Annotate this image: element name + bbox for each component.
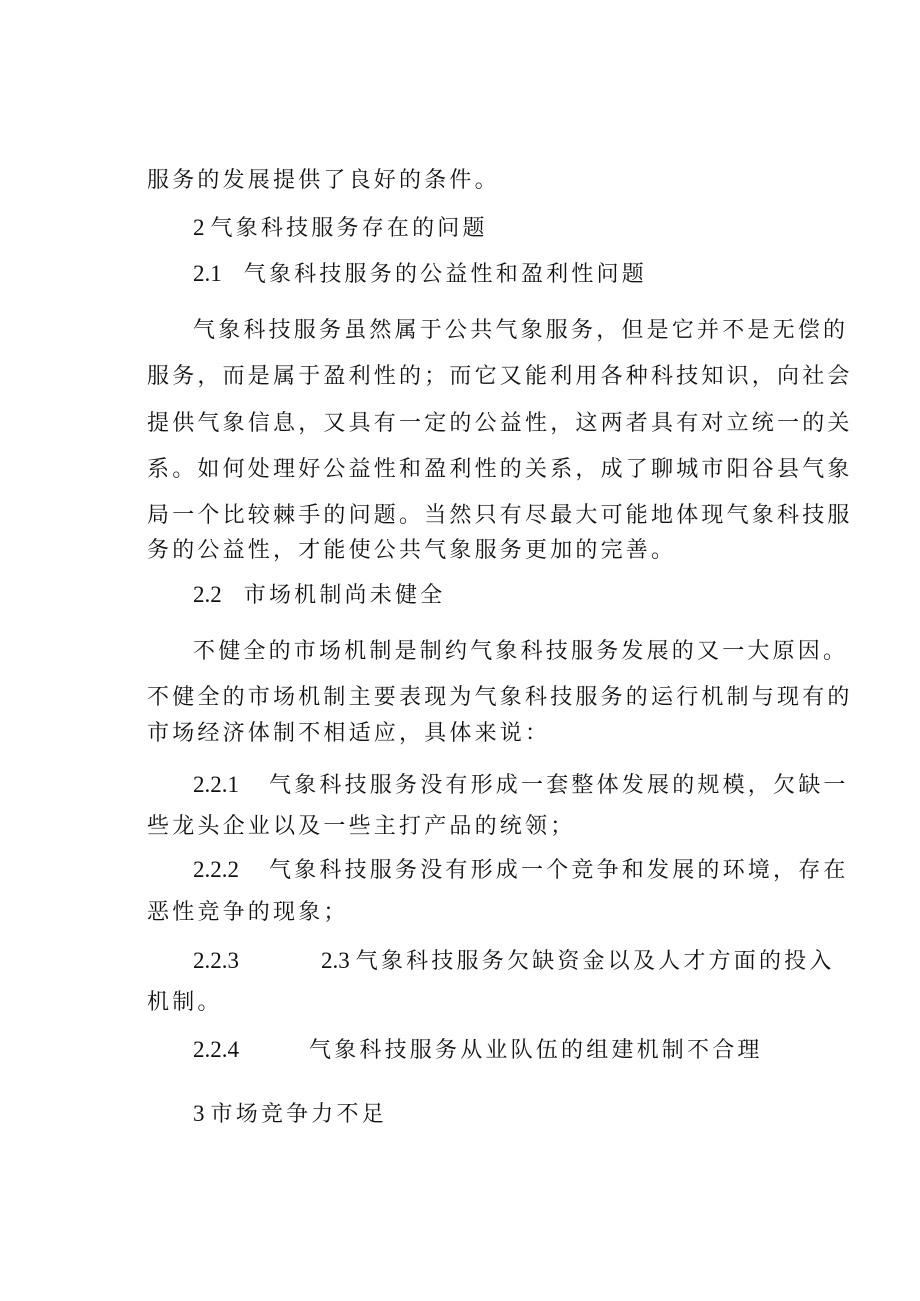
section-heading-2: [193, 213, 853, 244]
text-line: 气象科技服务虽然属于公共气象服务，但是它并不是无偿的: [193, 318, 849, 343]
item-number: 2.2.1: [193, 772, 239, 797]
text-line: 机制。: [147, 990, 223, 1015]
item-number: 2.2.2: [193, 857, 239, 882]
list-item-continuation: [147, 988, 807, 1018]
text-line: 恶性竞争的现象；: [147, 900, 349, 925]
paragraph-continuation: [147, 166, 807, 196]
text-line: 系。如何处理好公益性和盈利性的关系，成了聊城市阳谷县气象: [147, 457, 853, 482]
text-line: 气象科技服务没有形成一个竞争和发展的环境，存在: [269, 858, 849, 883]
paragraph-line: [147, 455, 853, 485]
text-line: 气象科技服务欠缺资金以及人才方面的投入: [355, 949, 835, 974]
list-item-2-2-4: [193, 1035, 853, 1066]
text-line: 务的公益性，才能使公共气象服务更加的完善。: [147, 538, 677, 563]
paragraph-line: [193, 316, 853, 346]
paragraph-line: [147, 501, 853, 531]
text-line: 气象科技服务从业队伍的组建机制不合理: [309, 1038, 763, 1063]
section-number: 2.1: [193, 261, 222, 286]
item-number: 2.2.4: [193, 1037, 239, 1062]
text-line: 不健全的市场机制是制约气象科技服务发展的又一大原因。: [193, 639, 849, 664]
text-line: 市场经济体制不相适应，具体来说：: [147, 721, 551, 746]
paragraph-line: [147, 683, 853, 713]
text-line: 局一个比较棘手的问题。当然只有尽最大可能地体现气象科技服: [147, 503, 853, 528]
text-line: 服务，而是属于盈利性的；而它又能利用各种科技知识，向社会: [147, 364, 853, 389]
section-heading-3: [193, 1099, 853, 1130]
paragraph-line: [147, 719, 807, 749]
list-item-2-2-1: [193, 770, 853, 801]
section-heading-2-1: [193, 259, 853, 290]
list-item-2-2-3: [193, 946, 853, 977]
section-heading-2-2: [193, 580, 853, 611]
section-number: 2: [193, 215, 205, 240]
text-line: 服务的发展提供了良好的条件。: [147, 168, 500, 193]
text-line: 气象科技服务没有形成一套整体发展的规模，欠缺一: [269, 773, 849, 798]
list-item-2-2-2: [193, 855, 853, 886]
list-item-continuation: [147, 812, 807, 842]
item-number: 2.2.3: [193, 948, 239, 973]
text-line: 提供气象信息，又具有一定的公益性，这两者具有对立统一的关: [147, 411, 853, 436]
section-number: 2.2: [193, 582, 222, 607]
section-title: 气象科技服务的公益性和盈利性问题: [243, 262, 647, 287]
text-line: 不健全的市场机制主要表现为气象科技服务的运行机制与现有的: [147, 685, 853, 710]
section-number: 3: [193, 1101, 205, 1126]
section-title: 市场竞争力不足: [210, 1102, 387, 1127]
text-line: 些龙头企业以及一些主打产品的统领；: [147, 814, 576, 839]
paragraph-line: [147, 536, 807, 566]
paragraph-line: [193, 637, 853, 667]
paragraph-line: [147, 362, 853, 392]
sub-number: 2.3: [321, 948, 350, 973]
paragraph-line: [147, 409, 853, 439]
section-title: 气象科技服务存在的问题: [210, 216, 488, 241]
list-item-continuation: [147, 898, 807, 928]
section-title: 市场机制尚未健全: [243, 583, 446, 608]
